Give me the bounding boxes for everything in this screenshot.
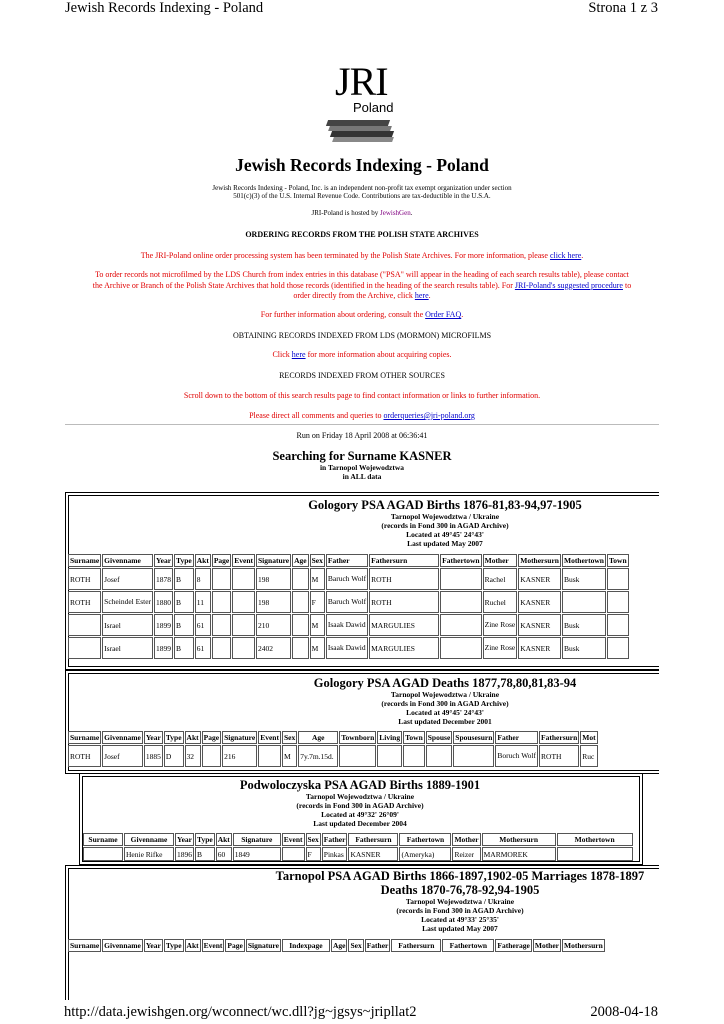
section-header-podwoloczyska-births: Podwoloczyska PSA AGAD Births 1889-1901 Tarnopol Wojewodztwa / Ukraine (records in Fond 300 in AGAD Archive) Located at 49°32' 26°09' Last updated December 2004 (239, 778, 481, 828)
suggested-procedure-link[interactable]: JRI-Poland's suggested procedure (514, 280, 623, 290)
section-header-gologory-deaths: Gologory PSA AGAD Deaths 1877,78,80,81,83-94 Tarnopol Wojewodztwa / Ukraine (records in Fond 300 in AGAD Archive) Located at 49°45' 24°43' Last updated December 2001 (313, 676, 577, 726)
other-sources-heading: RECORDS INDEXED FROM OTHER SOURCES (279, 371, 445, 380)
click-here-link[interactable]: click here (549, 251, 582, 260)
page-content (65, 0, 659, 1000)
print-footer-url: http://data.jewishgen.org/wconnect/wc.dll?jg~jgsys~jripllat2 (64, 1004, 417, 1020)
queries-line: Please direct all comments and queries to orderqueries@jri-poland.org (249, 411, 475, 420)
ordering-heading: ORDERING RECORDS FROM THE POLISH STATE ARCHIVES (245, 230, 479, 239)
lds-here-link[interactable]: here (291, 350, 306, 359)
order-direct-here-link[interactable]: here (414, 291, 429, 300)
print-footer-date: 2008-04-18 (590, 1004, 658, 1020)
results-table-podwoloczyska-births (82, 832, 634, 862)
table-header-row: Surname Givenname Year Type Akt Page Event Signature Age Sex Father Fathersurn Fathertown Mother Mothersurn Mothertown Town (70, 556, 627, 565)
run-on: Run on Friday 18 April 2008 at 06:36:41 (296, 431, 428, 440)
hosted-by: JRI-Poland is hosted by JewishGen. (311, 209, 413, 217)
scroll-note: Scroll down to the bottom of this search results page to find contact information or links to further information. (183, 391, 541, 400)
notice-order-psa: To order records not microfilmed by the LDS Church from index entries in this database ("PSA" will appear in the heading of each search results table), please contact the Archive or Branch of the Polish State Archives that hold those records (identified in the heading of the search results table). For JRI-Poland's suggested procedure to order directly from the Archive, click here. (92, 270, 632, 300)
search-heading: Searching for Surname KASNER in Tarnopol Wojewodztwa in ALL data (272, 449, 452, 481)
table-header-row: Surname Givenname Year Type Akt Page Signature Event Sex Age Townborn Living Town Spouse Spousesurn Father Fathersurn Mot (70, 733, 596, 742)
page-title: Jewish Records Indexing - Poland (235, 155, 489, 175)
intro-text: Jewish Records Indexing - Poland, Inc. is an independent non-profit tax exempt organization under section 501(c)(3) of the U.S. Internal Revenue Code. Contributions are tax-deductible in the U.S.A. (212, 184, 512, 200)
table-row: Henie Rifke 1896 B 60 1849 F Pinkas KASNER (Ameryka) Reizer MARMOREK (83, 847, 633, 861)
jri-poland-logo: JRI Poland (327, 62, 397, 144)
faq-line: For further information about ordering, consult the Order FAQ. (260, 310, 464, 319)
section-header-gologory-births: Gologory PSA AGAD Births 1876-81,83-94,97-1905 Tarnopol Wojewodztwa / Ukraine (records in Fond 300 in AGAD Archive) Located at 49°45' 24°43' Last updated May 2007 (308, 498, 582, 548)
jewishgen-link[interactable]: JewishGen (379, 209, 411, 217)
table-header-row: Surname Givenname Year Type Akt Event Page Signature Indexpage Age Sex Father Fathersurn Fathertown Fatherage Mother Mothersurn (70, 941, 603, 950)
results-table-gologory-births (67, 553, 630, 660)
print-header-title: Jewish Records Indexing - Poland (65, 0, 264, 16)
divider (65, 424, 659, 425)
print-header-page: Strona 1 z 3 (588, 0, 658, 16)
lds-heading: OBTAINING RECORDS INDEXED FROM LDS (MORMON) MICROFILMS (232, 331, 492, 340)
order-faq-link[interactable]: Order FAQ (425, 310, 462, 319)
results-table-gologory-deaths (67, 730, 599, 768)
section-header-tarnopol: Tarnopol PSA AGAD Births 1866-1897,1902-05 Marriages 1878-1897 Deaths 1870-76,78-92,94-1905 Tarnopol Wojewodztwa / Ukraine (records in Fond 300 in AGAD Archive) Located at 49°33' 25°35' Last updated May 2007 (275, 869, 645, 933)
notice-terminated: The JRI-Poland online order processing system has been terminated by the Polish State Archives. For more information, please click here. (140, 251, 584, 260)
table-row: ROTH Josef 1885 D 32 216 M 7y.7m.15d. Boruch Wolf ROTH Ruc (68, 745, 598, 767)
table-row: Israel 1899 B 61 210 M Isaak Dawid MARGULIES Zine Rose KASNER Busk (68, 614, 629, 636)
lds-click-line: Click here for more information about acquiring copies. (272, 350, 452, 359)
table-row: ROTH Scheindel Ester 1880 B 11 198 F Baruch Wolf ROTH Ruchel KASNER (68, 591, 629, 613)
orderqueries-email-link[interactable]: orderqueries@jri-poland.org (383, 411, 475, 420)
table-row: ROTH Josef 1878 B 8 198 M Baruch Wolf ROTH Rachel KASNER Busk (68, 568, 629, 590)
results-table-tarnopol (67, 938, 606, 953)
table-row: Israel 1899 B 61 2402 M Isaak Dawid MARGULIES Zine Rose KASNER Busk (68, 637, 629, 659)
table-header-row: Surname Givenname Year Type Akt Signature Event Sex Father Fathersurn Fathertown Mother Mothersurn Mothertown (83, 833, 633, 846)
